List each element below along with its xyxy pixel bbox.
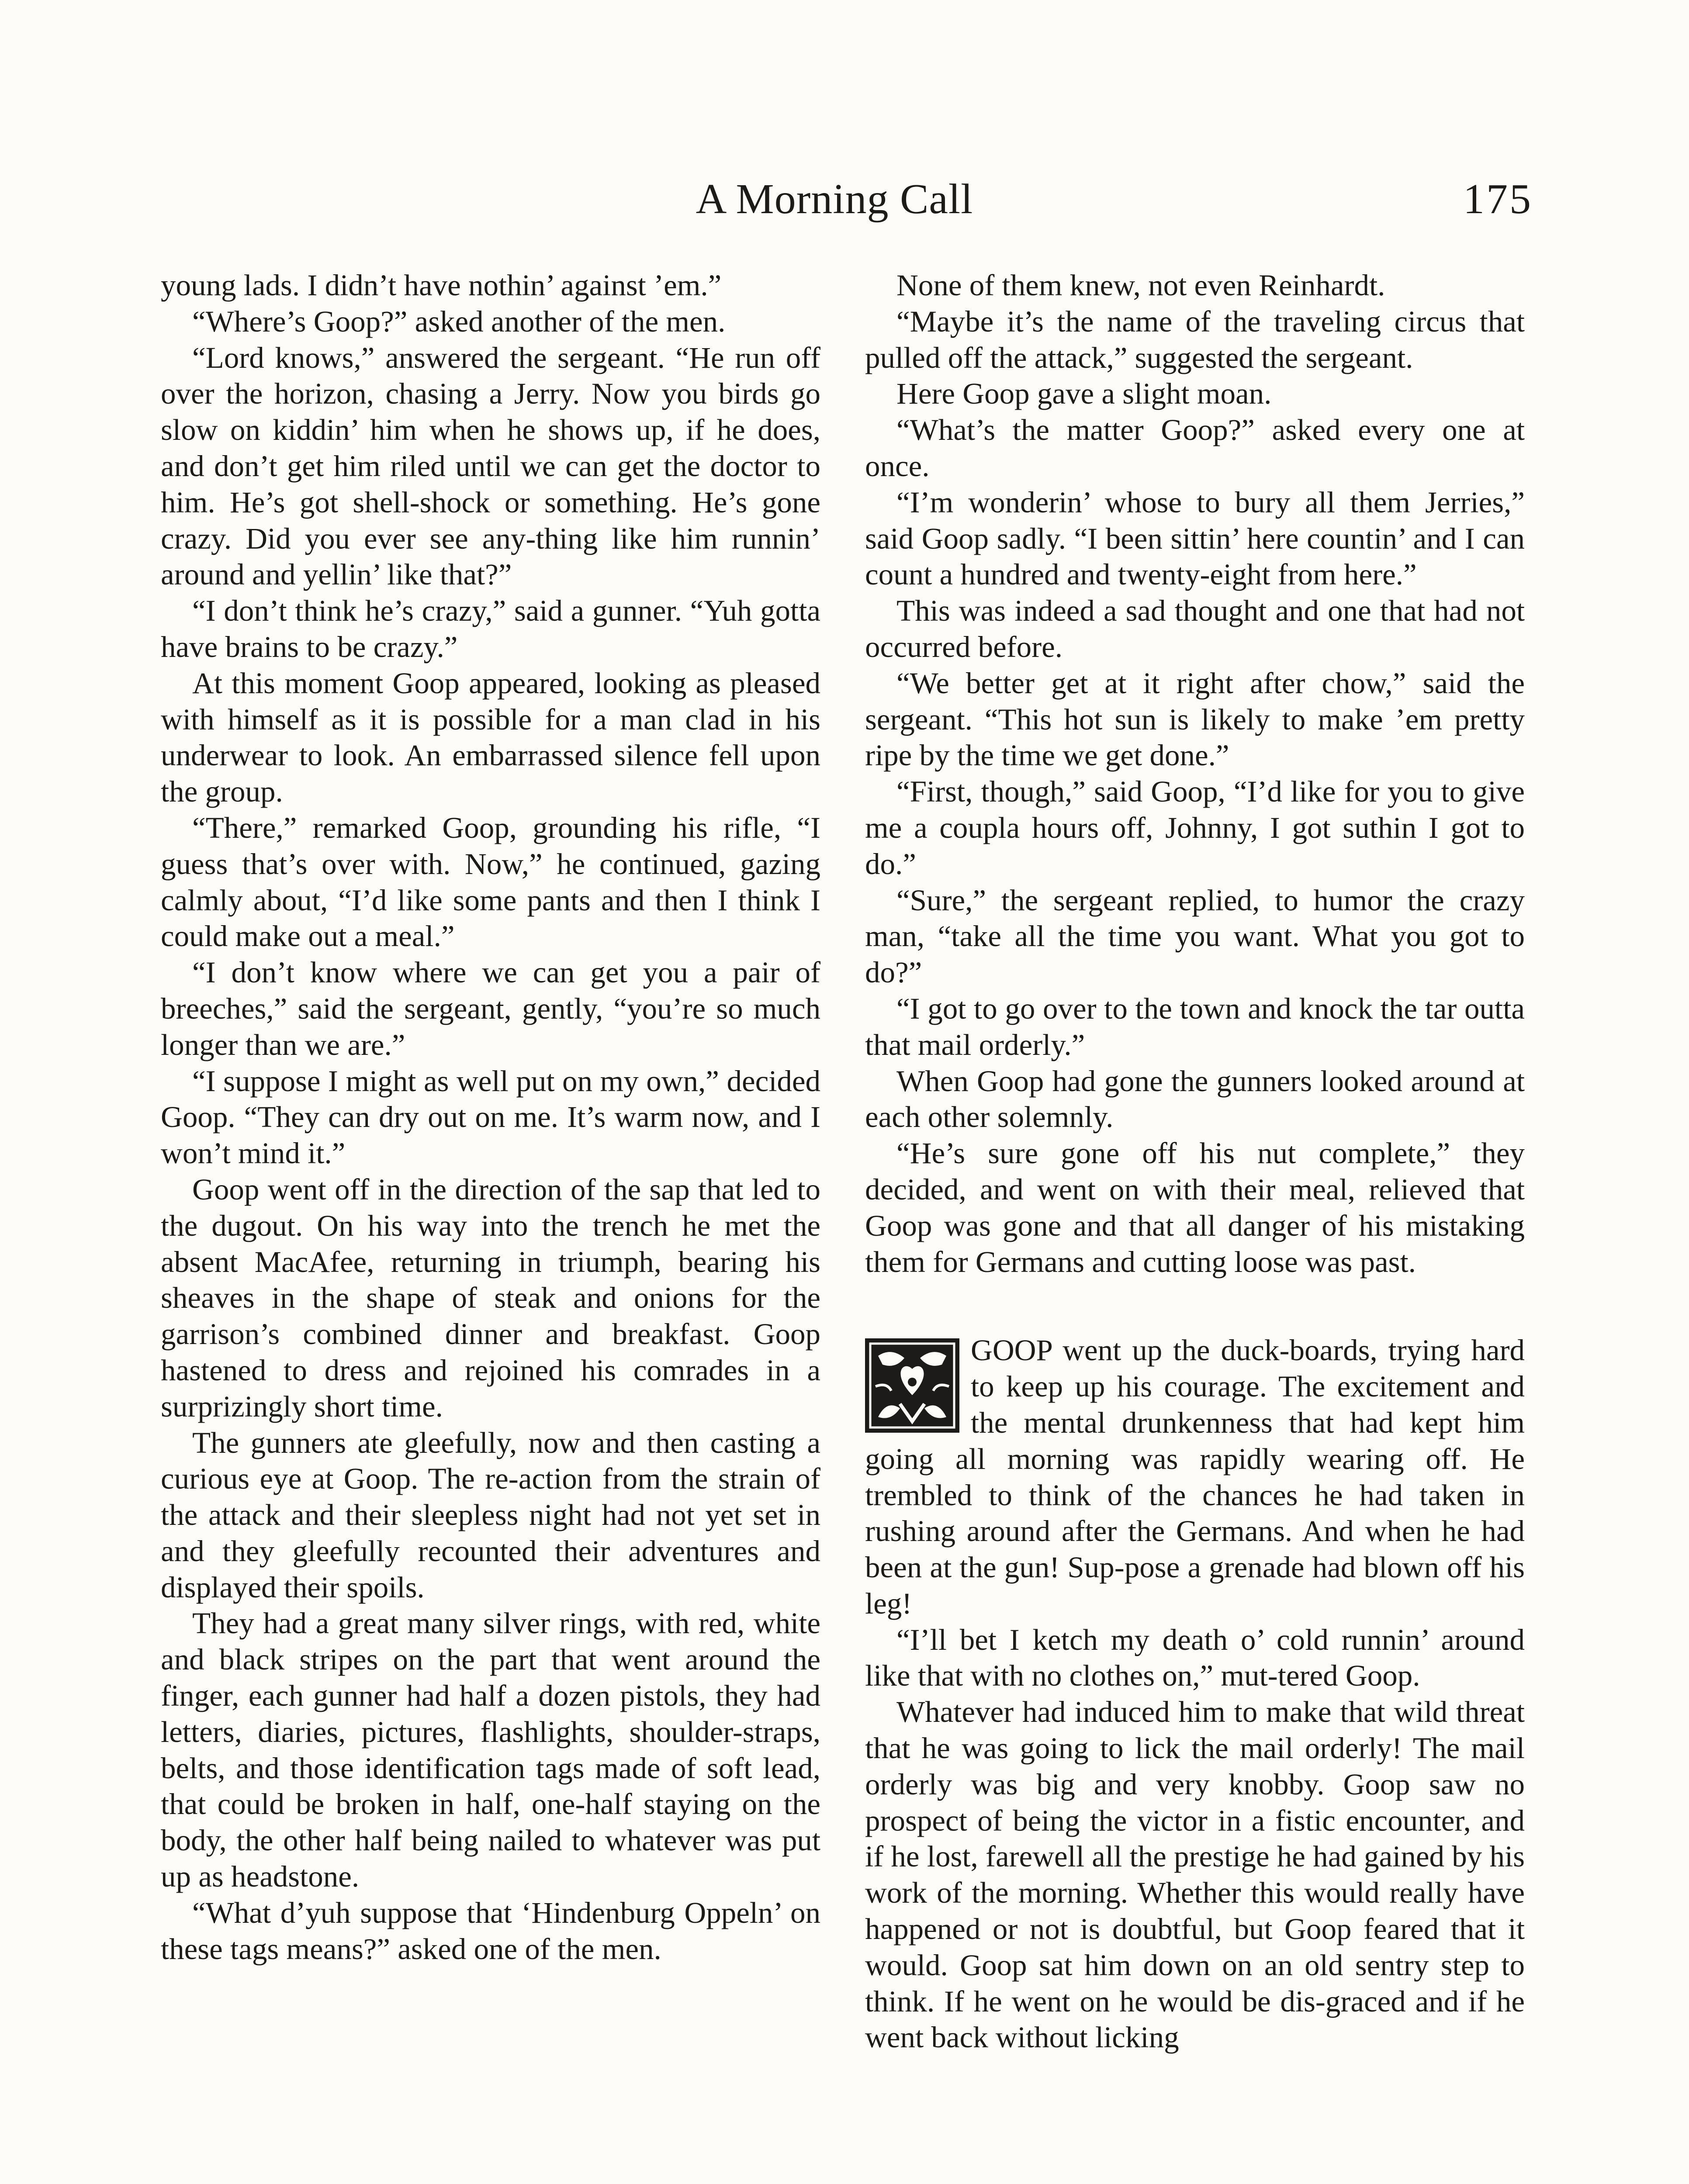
paragraph: Here Goop gave a slight moan. — [896, 377, 1272, 411]
paragraph: “Where’s Goop?” asked another of the men. — [192, 304, 726, 338]
section-break — [865, 1280, 1525, 1332]
paragraph: young lads. I didn’t have nothin’ against ’em.” — [161, 269, 722, 302]
paragraph: They had a great many silver rings, with red, white and black stripes on the part that went around the finger, each gunner had half a dozen pistols, they had letters, diaries, pictures, flashlights, shoulder-straps, belts, and those identification tags made of soft lead, that could be broken in half, one-half staying on the body, the other half being nailed to whatever was put up as headstone. — [161, 1607, 820, 1894]
paragraph: At this moment Goop appeared, looking as pleased with himself as it is possible for a man clad in his underwear to look. An embarrassed silence fell upon the group. — [161, 666, 820, 809]
dropcap-paragraph — [865, 1332, 1525, 1621]
paragraph: “He’s sure gone off his nut complete,” they decided, and went on with their meal, relieved that Goop was gone and that all danger of his mistaking them for Germans and cutting loose was past. — [865, 1137, 1525, 1279]
paragraph: None of them knew, not even Reinhardt. — [896, 269, 1385, 302]
paragraph: “I’ll bet I ketch my death o’ cold runnin’ around like that with no clothes on,” mut-tered Goop. — [865, 1623, 1525, 1693]
paragraph: “We better get at it right after chow,” said the sergeant. “This hot sun is likely to make ’em pretty ripe by the time we get done.” — [865, 666, 1525, 772]
paragraph: “I’m wonderin’ whose to bury all them Jerries,” said Goop sadly. “I been sittin’ here countin’ and I can count a hundred and twenty-eight from here.” — [865, 485, 1525, 591]
paragraph: This was indeed a sad thought and one that had not occurred before. — [865, 594, 1525, 663]
paragraph: “Maybe it’s the name of the traveling circus that pulled off the attack,” suggested the sergeant. — [865, 304, 1525, 374]
paragraph: “What’s the matter Goop?” asked every one at once. — [865, 413, 1525, 483]
left-column — [161, 267, 820, 1967]
paragraph: Whatever had induced him to make that wild threat that he was going to lick the mail orderly! The mail orderly was big and very knobby. Goop saw no prospect of being the victor in a fistic encounter, and if he lost, farewell all the prestige he had gained by his work of the morning. Whether this would really have happened or not is doubtful, but Goop feared that it would. Goop sat him down on an old sentry step to think. If he went on he would be dis-graced and if he went back without licking — [865, 1695, 1525, 2054]
paragraph: The gunners ate gleefully, now and then casting a curious eye at Goop. The re-action from the strain of the attack and their sleepless night had not yet set in and they gleefully recounted their adventures and displayed their spoils. — [161, 1426, 820, 1604]
paragraph: Goop went off in the direction of the sap that led to the dugout. On his way into the trench he met the absent MacAfee, returning in triumph, bearing his sheaves in the shape of steak and onions for the garrison’s combined dinner and breakfast. Goop hastened to dress and rejoined his comrades in a surprizingly short time. — [161, 1172, 820, 1423]
page-number: 175 — [1463, 176, 1533, 223]
running-title: A Morning Call — [696, 176, 973, 223]
paragraph: “I suppose I might as well put on my own,” decided Goop. “They can dry out on me. It’s warm now, and I won’t mind it.” — [161, 1064, 820, 1170]
paragraph: “I don’t think he’s crazy,” said a gunner. “Yuh gotta have brains to be crazy.” — [161, 594, 820, 663]
paragraph: “First, though,” said Goop, “I’d like for you to give me a coupla hours off, Johnny, I got suthin I got to do.” — [865, 775, 1525, 881]
paragraph: “I got to go over to the town and knock the tar outta that mail orderly.” — [865, 992, 1525, 1061]
right-column — [865, 267, 1525, 2056]
paragraph: “I don’t know where we can get you a pair of breeches,” said the sergeant, gently, “you’re so much longer than we are.” — [161, 956, 820, 1061]
ornamental-initial-icon — [865, 1338, 959, 1433]
paragraph: “Sure,” the sergeant replied, to humor the crazy man, “take all the time you want. What you got to do?” — [865, 883, 1525, 989]
paragraph: When Goop had gone the gunners looked around at each other solemnly. — [865, 1064, 1525, 1134]
paragraph: “Lord knows,” answered the sergeant. “He run off over the horizon, chasing a Jerry. Now you birds go slow on kiddin’ him when he shows up, if he does, and don’t get him riled until we can get the doctor to him. He’s got shell-shock or something. He’s gone crazy. Did you ever see any-thing like him runnin’ around and yellin’ like that?” — [161, 341, 820, 591]
paragraph-text: GOOP went up the duck-boards, trying hard to keep up his courage. The excitement and the mental drunkenness that had kept him going all morning was rapidly wearing off. He trembled to think of the chances he had taken in rushing around after the Germans. And when he had been at the gun! Sup-pose a grenade had blown off his leg! — [865, 1334, 1525, 1620]
paragraph: “What d’yuh suppose that ‘Hindenburg Oppeln’ on these tags means?” asked one of the men. — [161, 1896, 820, 1966]
paragraph: “There,” remarked Goop, grounding his rifle, “I guess that’s over with. Now,” he continued, gazing calmly about, “I’d like some pants and then I think I could make out a meal.” — [161, 811, 820, 953]
